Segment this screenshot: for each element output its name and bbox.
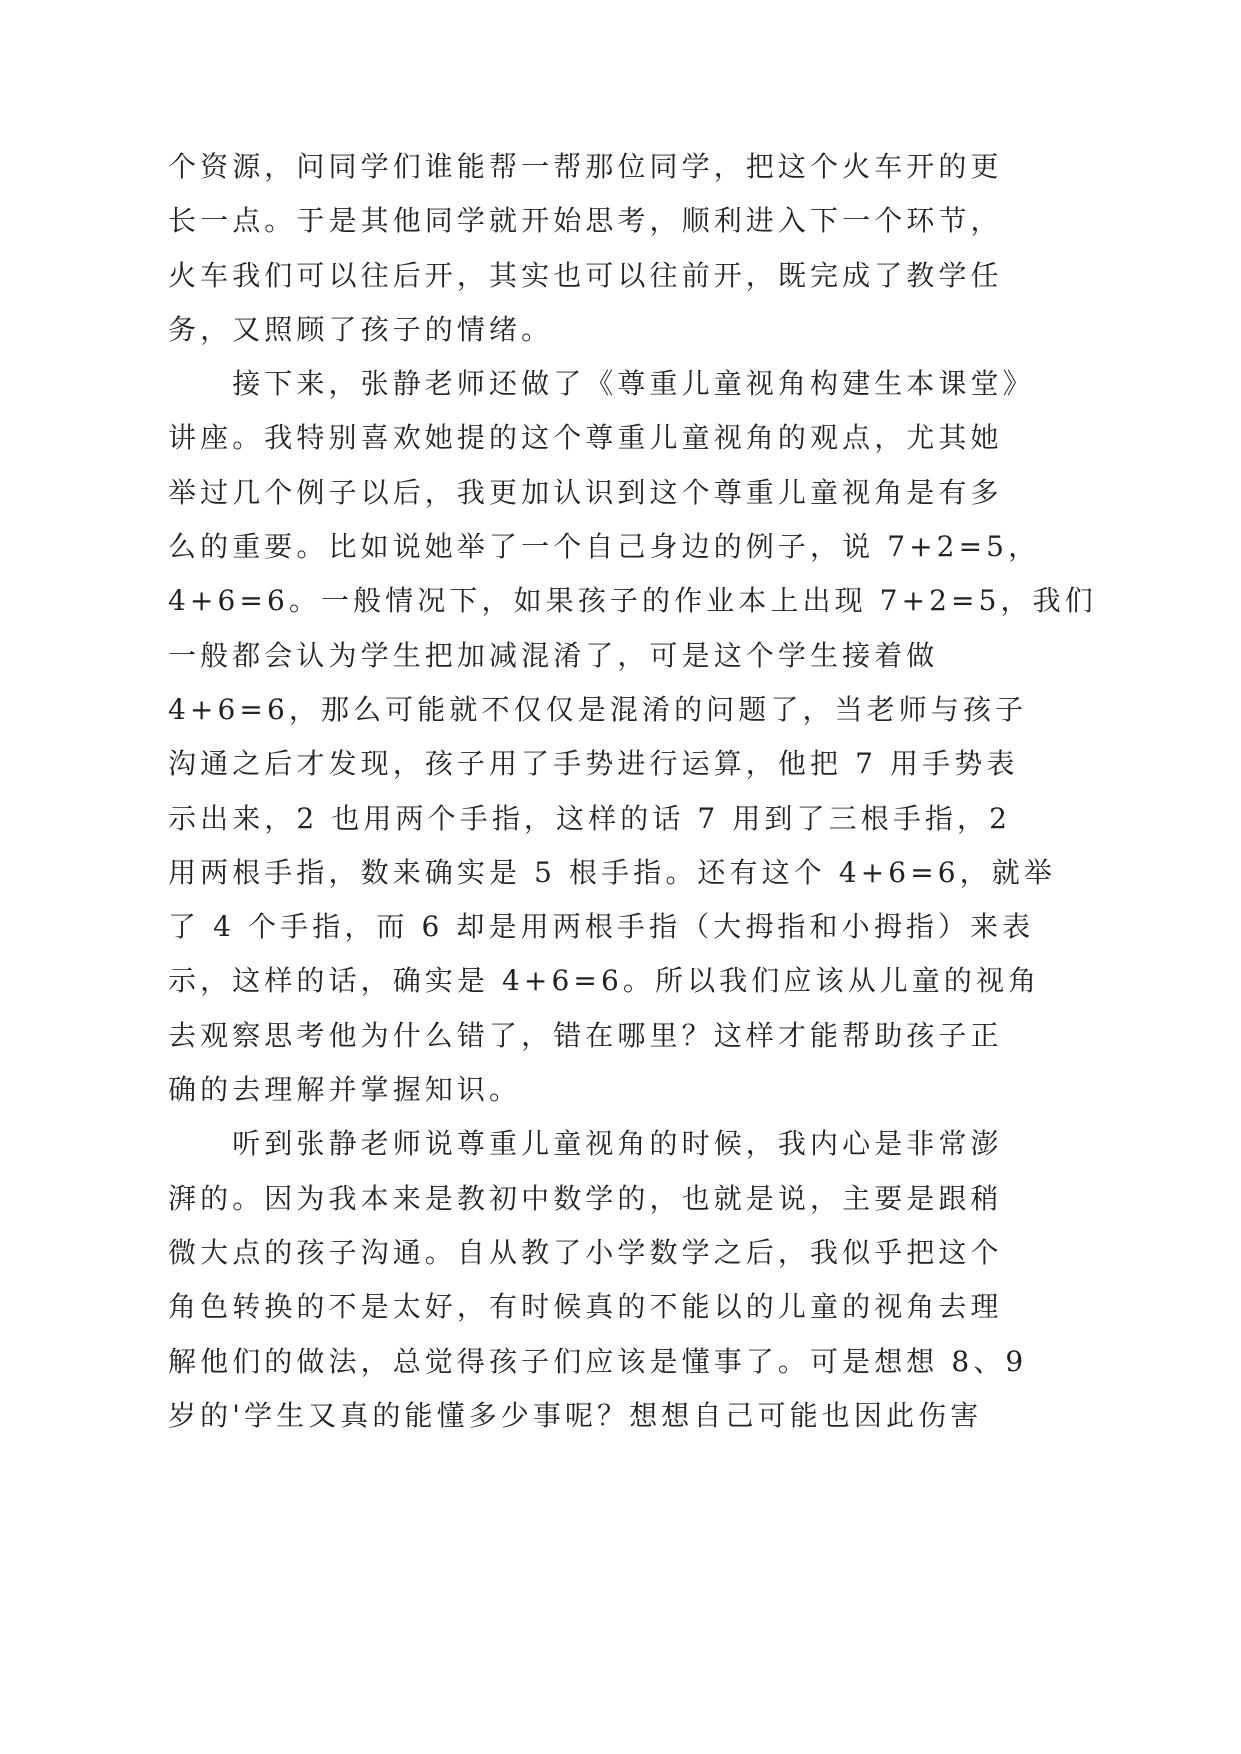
text-line: 示出来，2 也用两个手指，这样的话 7 用到了三根手指，2 bbox=[168, 801, 1012, 835]
text-line: 火车我们可以往后开，其实也可以往前开，既完成了教学任 bbox=[168, 258, 1003, 292]
text-line: 4+6=6，那么可能就不仅仅是混淆的问题了，当老师与孩子 bbox=[168, 692, 1028, 726]
text-line: 了 4 个手指，而 6 却是用两根手指（大拇指和小拇指）来表 bbox=[168, 910, 1035, 944]
text-line: 一般都会认为学生把加减混淆了，可是这个学生接着做 bbox=[168, 638, 939, 672]
text-line: 举过几个例子以后，我更加认识到这个尊重儿童视角是有多 bbox=[168, 475, 1003, 509]
text-line: 岁的'学生又真的能懂多少事呢？想想自己可能也因此伤害 bbox=[168, 1398, 983, 1432]
text-line: 去观察思考他为什么错了，错在哪里？这样才能帮助孩子正 bbox=[168, 1018, 1003, 1052]
text-line: 讲座。我特别喜欢她提的这个尊重儿童视角的观点，尤其她 bbox=[168, 421, 1003, 455]
text-line: 示，这样的话，确实是 4+6=6。所以我们应该从儿童的视角 bbox=[168, 964, 1041, 998]
text-line: 4+6=6。一般情况下，如果孩子的作业本上出现 7+2=5，我们 bbox=[168, 584, 1097, 618]
paragraph-start-line: 接下来，张静老师还做了《尊重儿童视角构建生本课堂》 bbox=[168, 367, 1035, 401]
text-line: 沟通之后才发现，孩子用了手势进行运算，他把 7 用手势表 bbox=[168, 747, 1019, 781]
text-line: 确的去理解并掌握知识。 bbox=[168, 1073, 522, 1107]
text-line: 个资源，问同学们谁能帮一帮那位同学，把这个火车开的更 bbox=[168, 150, 1003, 183]
text-line: 用两根手指，数来确实是 5 根手指。还有这个 4+6=6，就举 bbox=[168, 855, 1056, 889]
text-line: 务，又照顾了孩子的情绪。 bbox=[168, 312, 554, 346]
text-line: 微大点的孩子沟通。自从教了小学数学之后，我似乎把这个 bbox=[168, 1235, 1003, 1269]
text-line: 解他们的做法，总觉得孩子们应该是懂事了。可是想想 8、9 bbox=[168, 1344, 1028, 1378]
paragraph-start-line: 听到张静老师说尊重儿童视角的时候，我内心是非常澎 bbox=[168, 1127, 1003, 1161]
body-text bbox=[168, 140, 1097, 1443]
text-line: 么的重要。比如说她举了一个自己身边的例子，说 7+2=5， bbox=[168, 530, 1041, 564]
text-line: 角色转换的不是太好，有时候真的不能以的儿童的视角去理 bbox=[168, 1290, 1003, 1324]
text-line: 长一点。于是其他同学就开始思考，顺利进入下一个环节， bbox=[168, 204, 1003, 238]
text-line: 湃的。因为我本来是教初中数学的，也就是说，主要是跟稍 bbox=[168, 1181, 1003, 1215]
